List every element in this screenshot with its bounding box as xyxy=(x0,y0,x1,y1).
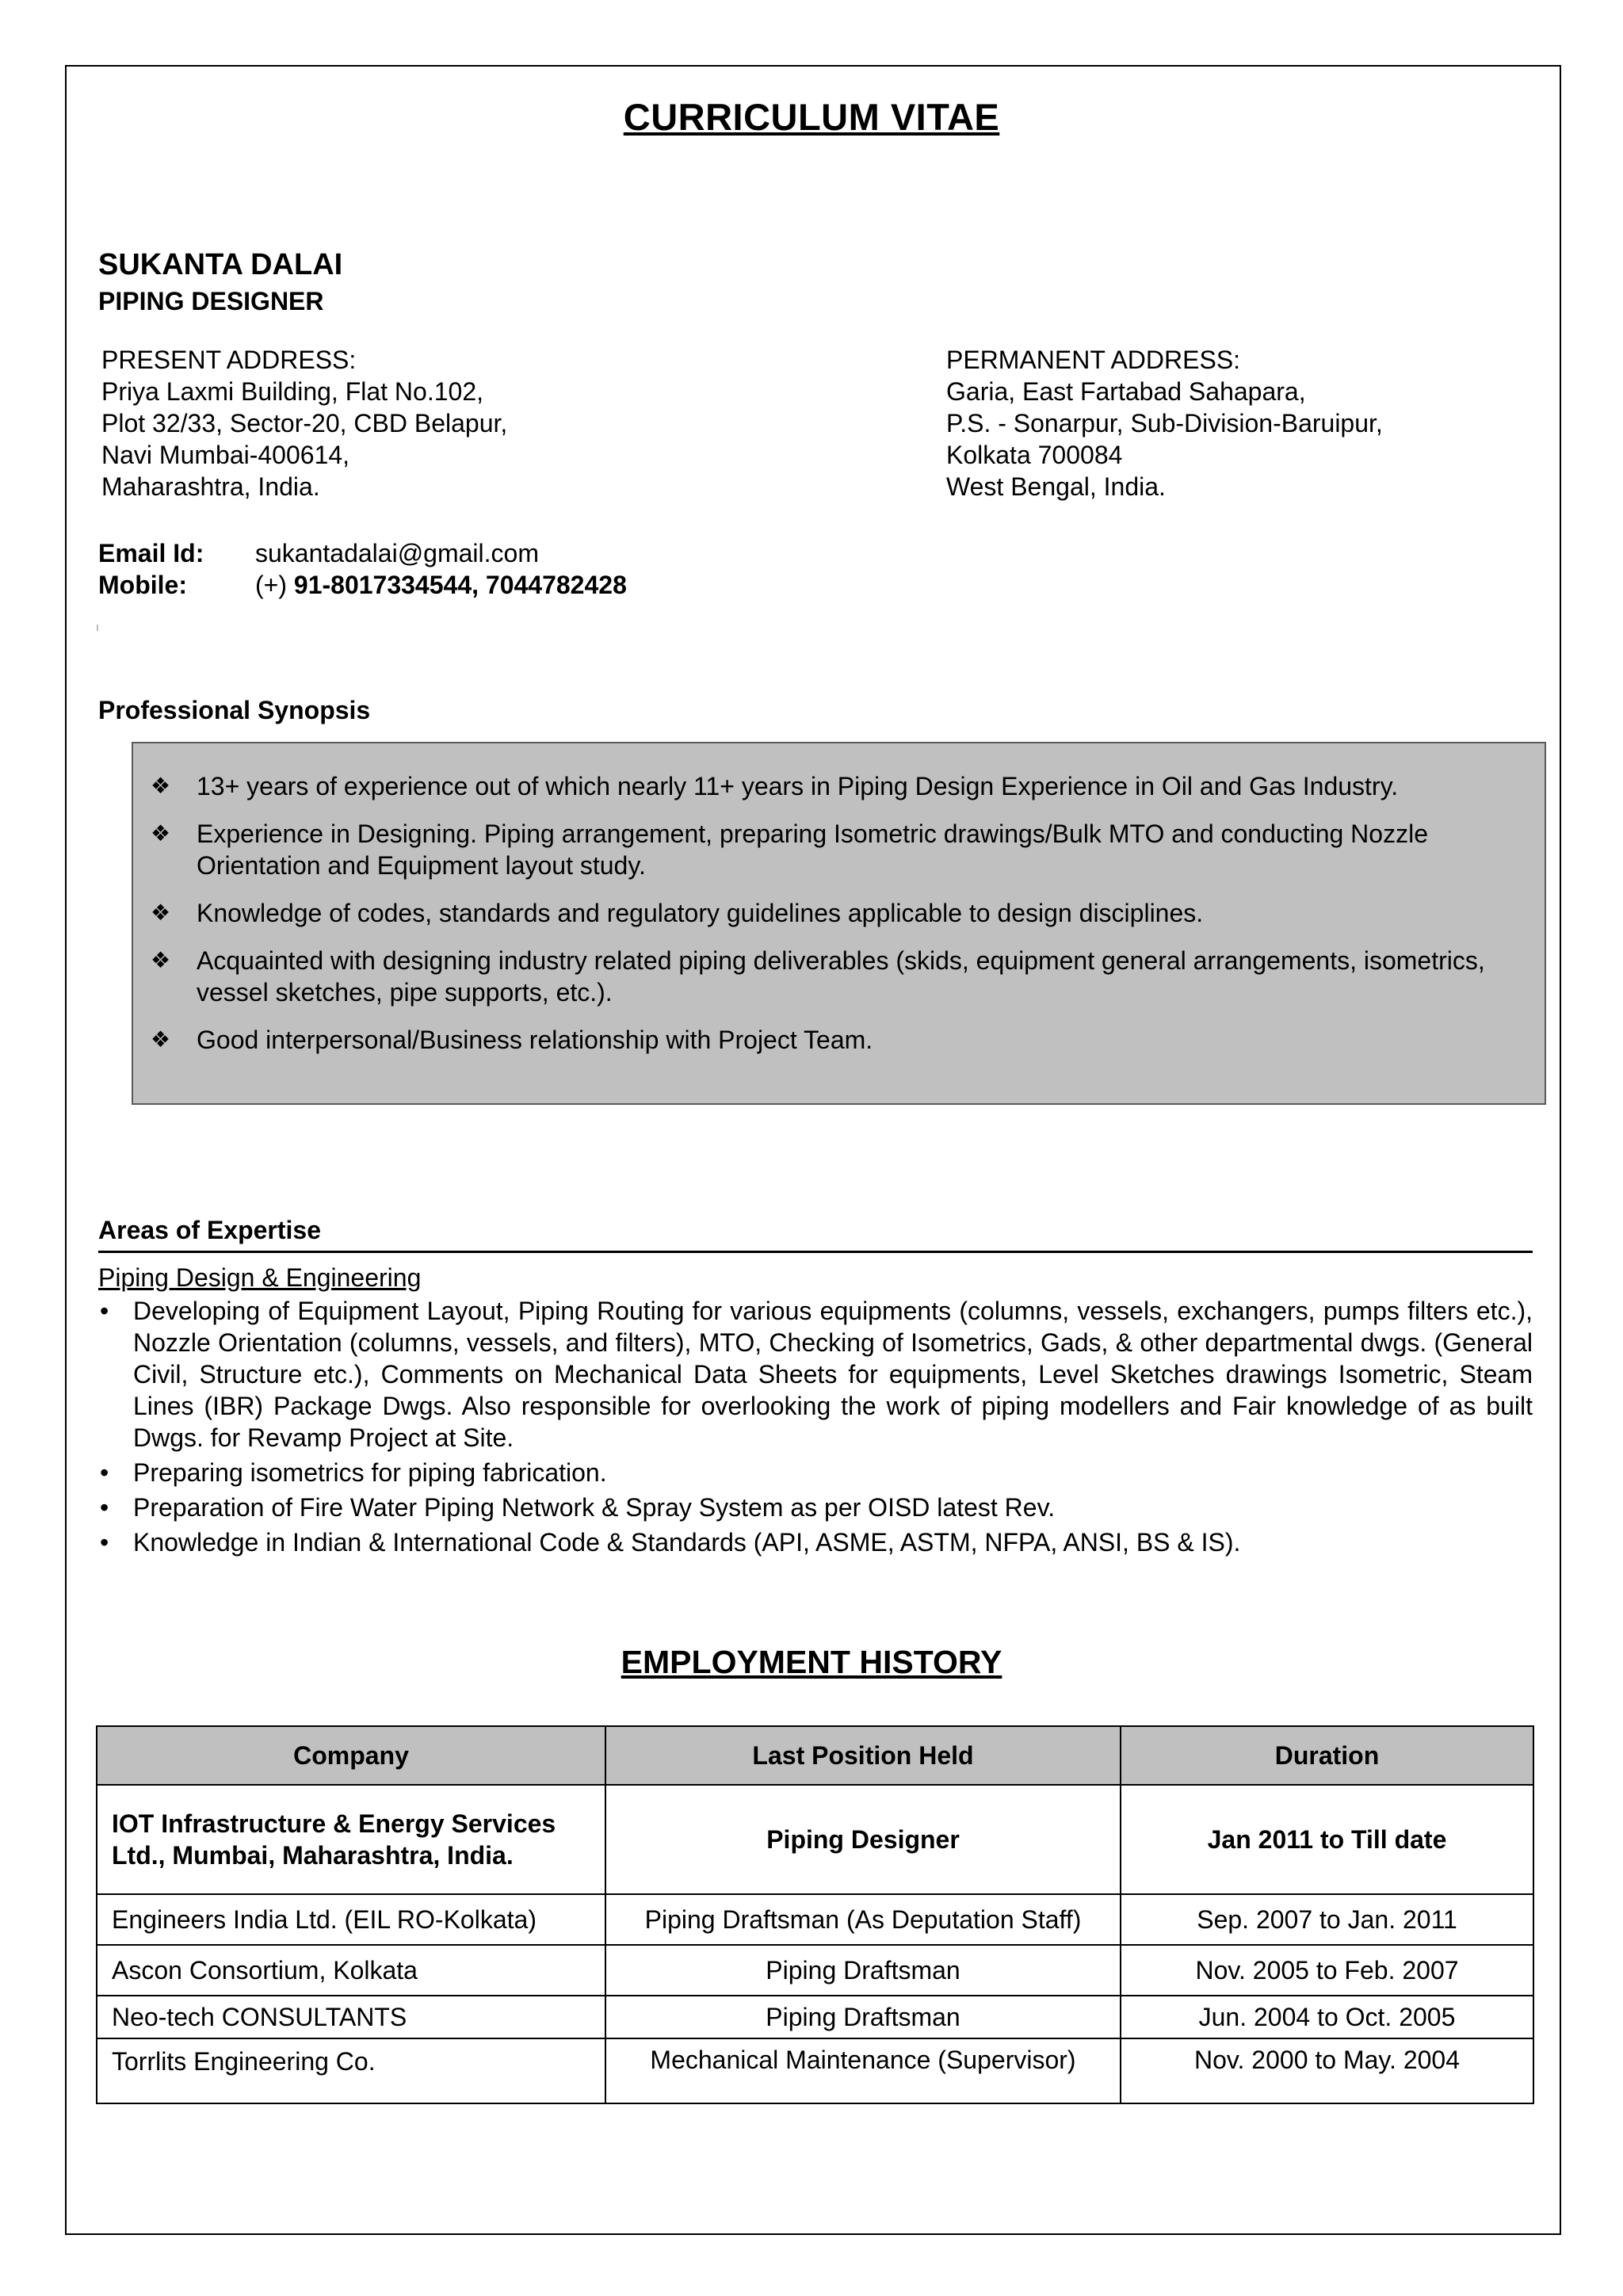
present-address-line: Plot 32/33, Sector-20, CBD Belapur, xyxy=(101,409,508,437)
duration-cell: Jun. 2004 to Oct. 2005 xyxy=(1121,1996,1533,2038)
position-cell: Mechanical Maintenance (Supervisor) xyxy=(605,2038,1121,2103)
synopsis-item: ❖ Good interpersonal/Business relationship with Project Team. xyxy=(151,1026,873,1054)
bullet-icon: • xyxy=(100,1528,109,1557)
contact-block xyxy=(98,537,627,601)
table-header-row xyxy=(97,1726,1533,1785)
expertise-item: • Knowledge in Indian & International Code & Standards (API, ASME, ASTM, NFPA, ANSI, BS & IS). xyxy=(100,1528,1241,1557)
email-row xyxy=(98,537,627,569)
expertise-item: • Preparing isometrics for piping fabrication. xyxy=(100,1458,607,1487)
diamond-bullet-icon: ❖ xyxy=(151,774,171,798)
diamond-bullet-icon: ❖ xyxy=(151,1027,171,1052)
duration-cell: Nov. 2000 to May. 2004 xyxy=(1121,2038,1533,2103)
position-cell: Piping Draftsman (As Deputation Staff) xyxy=(605,1894,1121,1945)
position-cell: Piping Draftsman xyxy=(605,1945,1121,1996)
mobile-label: Mobile: xyxy=(98,571,187,599)
email-value: sukantadalai@gmail.com xyxy=(255,539,539,567)
position-cell: Piping Draftsman xyxy=(605,1996,1121,2038)
permanent-address-heading: PERMANENT ADDRESS: xyxy=(946,346,1241,374)
permanent-address-line: P.S. - Sonarpur, Sub-Division-Baruipur, xyxy=(946,409,1383,437)
expertise-subheading: Piping Design & Engineering xyxy=(98,1263,422,1292)
candidate-name: SUKANTA DALAI xyxy=(98,248,343,281)
synopsis-heading: Professional Synopsis xyxy=(98,696,371,724)
permanent-address-line: Kolkata 700084 xyxy=(946,441,1123,469)
duration-cell: Nov. 2005 to Feb. 2007 xyxy=(1121,1945,1533,1996)
diamond-bullet-icon: ❖ xyxy=(151,900,171,925)
expertise-item: • Preparation of Fire Water Piping Network & Spray System as per OISD latest Rev. xyxy=(100,1493,1056,1522)
section-divider xyxy=(98,1251,1533,1253)
candidate-role: PIPING DESIGNER xyxy=(98,287,324,315)
company-cell: Torrlits Engineering Co. xyxy=(97,2038,605,2103)
duration-cell: Jan 2011 to Till date xyxy=(1121,1785,1533,1894)
table-row xyxy=(97,1945,1533,1996)
employment-heading: EMPLOYMENT HISTORY xyxy=(621,1644,1002,1680)
present-address xyxy=(101,344,507,502)
duration-cell: Sep. 2007 to Jan. 2011 xyxy=(1121,1894,1533,1945)
synopsis-item: ❖ 13+ years of experience out of which nearly 11+ years in Piping Design Experience in Oil and Gas Industry. xyxy=(151,772,1399,800)
company-cell: Neo-tech CONSULTANTS xyxy=(97,1996,605,2038)
diamond-bullet-icon: ❖ xyxy=(151,821,171,846)
synopsis-item: ❖ Experience in Designing. Piping arrangement, preparing Isometric drawings/Bulk MTO and conducting Nozzle Orientation and Equipment layout study. xyxy=(151,819,1428,880)
permanent-address xyxy=(946,344,1383,502)
present-address-line: Priya Laxmi Building, Flat No.102, xyxy=(101,377,483,406)
column-header-duration: Duration xyxy=(1121,1726,1533,1785)
scan-mark xyxy=(97,625,98,631)
bullet-icon: • xyxy=(100,1297,109,1325)
company-cell: Ascon Consortium, Kolkata xyxy=(97,1945,605,1996)
present-address-heading: PRESENT ADDRESS: xyxy=(101,346,357,374)
table-row xyxy=(97,1785,1533,1894)
mobile-value: 91-8017334544, 7044782428 xyxy=(293,571,627,599)
table-row xyxy=(97,2038,1533,2103)
permanent-address-line: Garia, East Fartabad Sahapara, xyxy=(946,377,1306,406)
bullet-icon: • xyxy=(100,1458,109,1487)
present-address-line: Maharashtra, India. xyxy=(101,472,320,501)
table-row xyxy=(97,1996,1533,2038)
expertise-item: • Developing of Equipment Layout, Piping Routing for various equipments (columns, vessels, exchangers, pumps filters etc.), Nozzle Orientation (columns, vessels, and filters), MTO, Checking of Isometrics, Gads, & other departmental dwgs. (General Civil, Structure etc.), Comments on Mechanical Data Sheets for equipments, Level Sketches drawings Isometric, Steam Lines (IBR) Package Dwgs. Also responsible for overlooking the work of piping modellers and Fair knowledge of as built Dwgs. for Revamp Project at Site. xyxy=(100,1297,1533,1452)
expertise-heading: Areas of Expertise xyxy=(98,1216,322,1244)
company-cell: IOT Infrastructure & Energy Services Ltd., Mumbai, Maharashtra, India. xyxy=(97,1785,605,1894)
synopsis-item: ❖ Acquainted with designing industry related piping deliverables (skids, equipment general arrangements, isometrics, vessel sketches, pipe supports, etc.). xyxy=(151,946,1485,1007)
permanent-address-line: West Bengal, India. xyxy=(946,472,1166,501)
company-cell: Engineers India Ltd. (EIL RO-Kolkata) xyxy=(97,1894,605,1945)
column-header-company: Company xyxy=(97,1726,605,1785)
email-label: Email Id: xyxy=(98,539,204,567)
diamond-bullet-icon: ❖ xyxy=(151,948,171,972)
employment-table xyxy=(96,1725,1534,2104)
column-header-position: Last Position Held xyxy=(605,1726,1121,1785)
expertise-list xyxy=(98,1295,1533,1558)
bullet-icon: • xyxy=(100,1493,109,1522)
mobile-row xyxy=(98,569,627,601)
mobile-prefix: (+) xyxy=(255,571,287,599)
present-address-line: Navi Mumbai-400614, xyxy=(101,441,350,469)
position-cell: Piping Designer xyxy=(605,1785,1121,1894)
table-row xyxy=(97,1894,1533,1945)
document-title: CURRICULUM VITAE xyxy=(623,96,1000,138)
synopsis-item: ❖ Knowledge of codes, standards and regulatory guidelines applicable to design disciplines. xyxy=(151,899,1204,927)
